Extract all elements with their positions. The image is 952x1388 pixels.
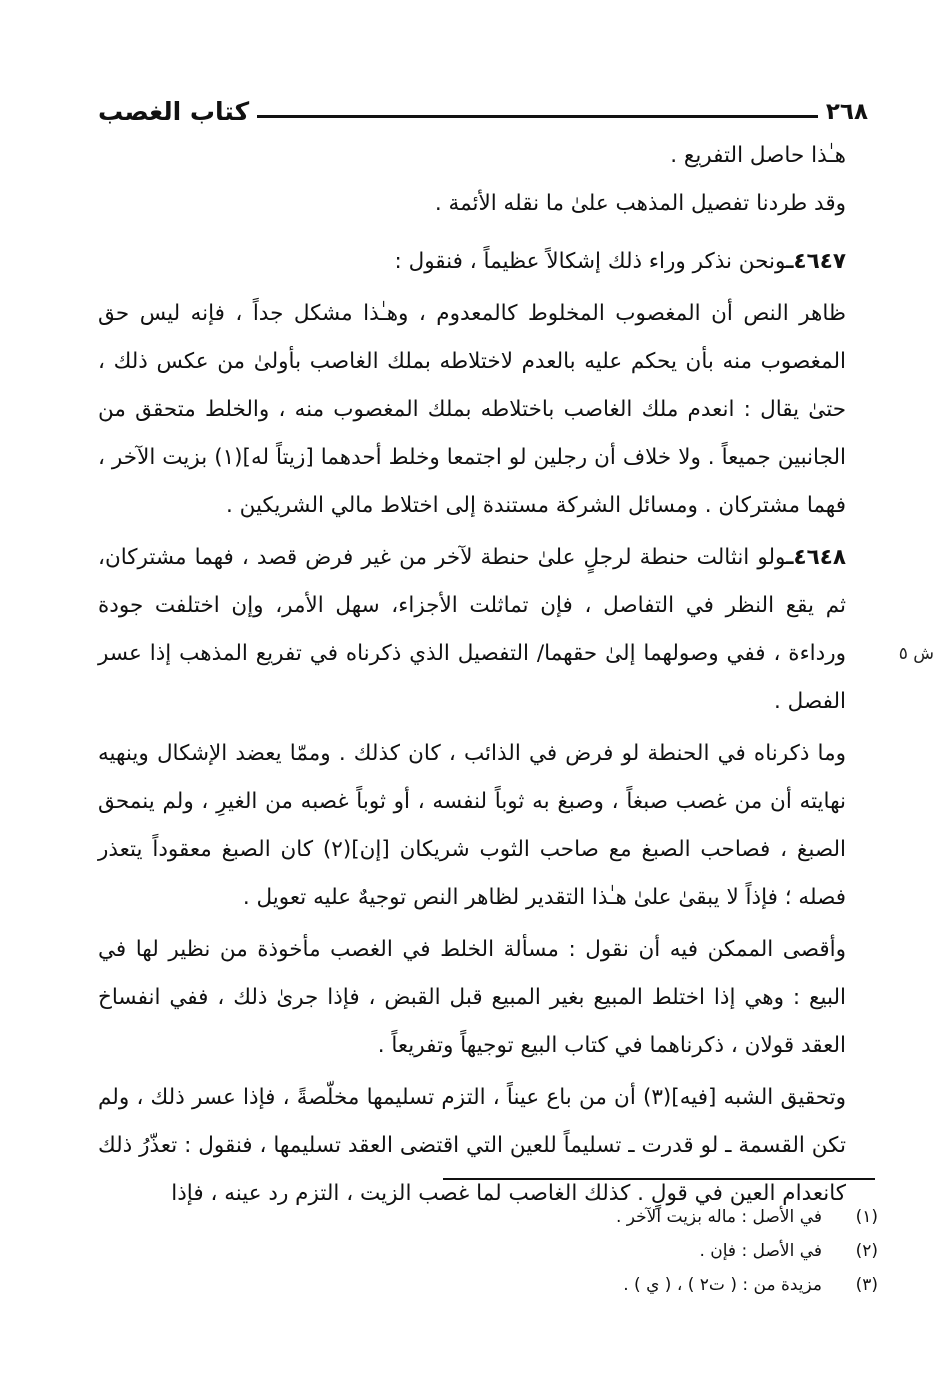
margin-note: ش ٥ bbox=[898, 644, 934, 664]
footnote bbox=[98, 1268, 878, 1302]
footnote-text: في الأصل : فإن . bbox=[699, 1241, 822, 1261]
page-body bbox=[98, 132, 934, 1218]
text-line: العقد قولان ، ذكرناهما في كتاب البيع توجيهاً وتفريعاً . bbox=[377, 1033, 846, 1058]
header-rule bbox=[257, 115, 818, 118]
text-line: ينمحق الصبغ ، فصاحب الصبغ مع صاحب الثوب شريكان [إن](٢) كان الصبغ معقوداً bbox=[98, 789, 846, 862]
issue-4647 bbox=[98, 238, 874, 286]
text-line: البيع : وهي إذا اختلط المبيع بغير المبيع قبل القبض ، فإذا جرىٰ ذلك ، ففي انفساخ bbox=[98, 985, 846, 1010]
paragraph-6 bbox=[98, 730, 874, 922]
text-line: الجانبين جميعاً . ولا خلاف أن رجلين لو اجتمعا وخلط أحدهما [زيتاً له](١) بزيت bbox=[162, 445, 846, 470]
text-line: وأقصى الممكن فيه أن نقول : مسألة الخلط في الغصب مأخوذة من نظير لها في bbox=[98, 937, 846, 962]
footnote bbox=[98, 1200, 878, 1234]
text-line: هـٰذا حاصل التفريع . bbox=[670, 143, 846, 168]
page-number: ٢٦٨ bbox=[825, 99, 868, 125]
text-line: وتحقيق الشبه [فيه](٣) أن من باع عيناً ، التزم تسليمها مخلّصةً ، فإذا عسر ذلك ، bbox=[136, 1085, 846, 1110]
paragraph-2 bbox=[98, 180, 874, 228]
text-line: ظاهر النص أن المغصوب المخلوط كالمعدوم ، وهـٰذا مشكل جداً ، فإنه ليس حق bbox=[98, 301, 846, 326]
issue-number: ٤٦٤٨ـ bbox=[786, 545, 846, 570]
chapter-title: كتاب الغصب bbox=[98, 97, 250, 126]
footnote-text: في الأصل : ماله بزيت الآخر . bbox=[615, 1207, 822, 1227]
text-line: ثم يقع النظر في التفاصل ، فإن تماثلت الأجزاء، سهل الأمر، وإن اختلفت جودة ورداءة ، bbox=[98, 593, 846, 666]
footnote bbox=[98, 1234, 878, 1268]
text-line: وينهيه نهايته أن من غصب صبغاً ، وصبغ به ثوباً لنفسه ، أو ثوباً غصبه من الغيرِ ، ولم bbox=[98, 741, 846, 814]
paragraph-7 bbox=[98, 926, 874, 1070]
text-line: ولو انثالت حنطة لرجلٍ علىٰ حنطة لآخر من غير فرض قصد ، فهما مشتركان، bbox=[98, 545, 787, 570]
footnote-text: مزيدة من : ( ت٢ ) ، ( ي ) . bbox=[623, 1275, 822, 1295]
footnote-number: (٣) bbox=[855, 1275, 878, 1295]
footnote-number: (١) bbox=[855, 1207, 878, 1227]
text-line: حتىٰ يقال : انعدم ملك الغاصب باختلاطه بملك المغصوب منه ، والخلط متحقق من bbox=[98, 397, 846, 422]
paragraph-8 bbox=[98, 1074, 874, 1218]
running-header bbox=[98, 80, 868, 124]
paragraph-1 bbox=[98, 132, 874, 180]
text-line: وقد طردنا تفصيل المذهب علىٰ ما نقله الأئمة . bbox=[434, 191, 846, 216]
footnote-number: (٢) bbox=[855, 1241, 878, 1261]
footnote-separator bbox=[443, 1178, 875, 1180]
text-line: المغصوب منه بأن يحكم عليه بالعدم لاختلاطه بملك الغاصب بأولىٰ من عكس ذلك ، bbox=[98, 349, 846, 374]
paragraph-4 bbox=[98, 290, 874, 530]
issue-number: ٤٦٤٧ـ bbox=[786, 249, 846, 274]
text-line: ذلك كانعدام العين في قولٍ . كذلك الغاصب لما غصب الزيت ، التزم رد عينه ، فإذا bbox=[98, 1133, 846, 1206]
text-line: ففي وصولهما إلىٰ حقهما/ التفصيل الذي ذكرناه في تفريع المذهب إذا عسر الفصل . bbox=[98, 641, 846, 714]
text-line: ونحن نذكر وراء ذلك إشكالاً عظيماً ، فنقول : bbox=[394, 249, 787, 274]
text-line: وما ذكرناه في الحنطة لو فرض في الذائب ، كان كذلك . وممّا يعضد الإشكال bbox=[156, 741, 846, 766]
text-line: الآخر ، فهما مشتركان . ومسائل الشركة مستندة إلى اختلاط مالي الشريكين . bbox=[98, 445, 846, 518]
footnotes bbox=[98, 1200, 878, 1302]
issue-4648 bbox=[98, 534, 934, 726]
text-line: يتعذر فصله ؛ فإذاً لا يبقىٰ علىٰ هـٰذا التقدير لظاهر النص توجيهٌ عليه تعويل . bbox=[98, 837, 846, 910]
text-line: ولم تكن القسمة ـ لو قدرت ـ تسليماً للعين التي اقتضى العقد تسليمها ، فنقول : تعذّرُ bbox=[98, 1085, 846, 1158]
